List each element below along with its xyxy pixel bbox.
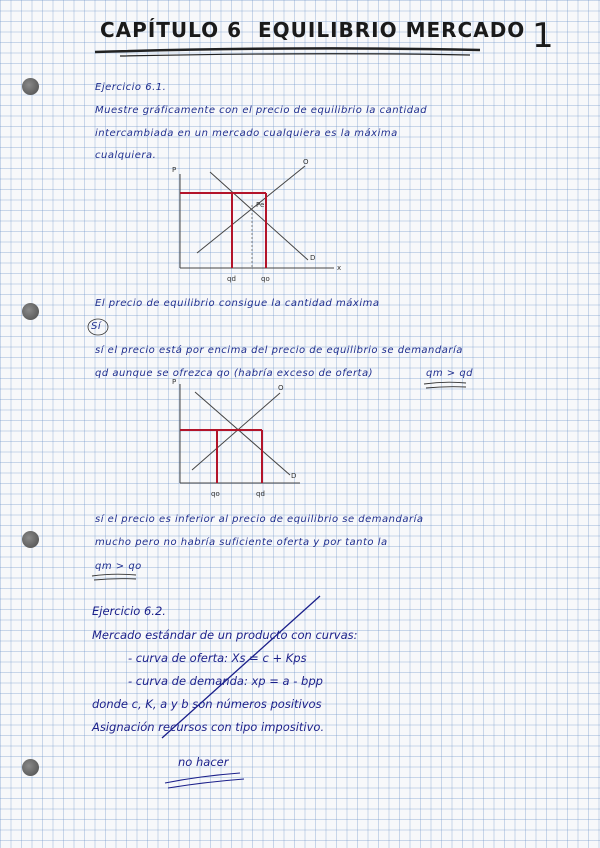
exercise-2-note: no hacer bbox=[178, 755, 229, 769]
chapter-title: CAPÍTULO 6 bbox=[100, 18, 243, 42]
graph-2-q-right: qd bbox=[256, 490, 265, 498]
answer-2-line: sí el precio es inferior al precio de equilibrio se demandaría bbox=[95, 514, 424, 525]
exercise-2-title: Ejercicio 6.2. bbox=[92, 604, 166, 618]
answer-line: sí el precio está por encima del precio de equilibrio se demandaría bbox=[95, 345, 463, 356]
answer-2-result: qm > qo bbox=[95, 561, 142, 572]
exercise-1-title: Ejercicio 6.1. bbox=[95, 82, 167, 93]
exercise-2-line: - curva de oferta: Xs = c + Kps bbox=[128, 651, 307, 665]
graph-1-axis-x: x bbox=[337, 264, 342, 272]
page-number: 1 bbox=[532, 16, 554, 56]
graph-1-q-right: qo bbox=[261, 275, 270, 283]
exercise-2-line: donde c, K, a y b son números positivos bbox=[92, 697, 322, 711]
graph-1-q-left: qd bbox=[227, 275, 236, 283]
exercise-2-line: Asignación recursos con tipo impositivo. bbox=[92, 720, 325, 734]
graph-1-equilibrium-label: Pe bbox=[256, 201, 265, 209]
answer-2-line: mucho pero no habría suficiente oferta y por tanto la bbox=[95, 537, 388, 548]
answer-line: qd aunque se ofrezca qo (habría exceso de oferta) bbox=[95, 368, 374, 379]
graph-2-supply-label: O bbox=[278, 384, 284, 392]
exercise-2-line: Mercado estándar de un producto con curvas: bbox=[92, 628, 358, 642]
answer-yes: Sí bbox=[91, 321, 102, 332]
exercise-1-line: cualquiera. bbox=[95, 150, 157, 161]
graph-2-q-left: qo bbox=[211, 490, 220, 498]
graph-1-axis-p: P bbox=[172, 166, 177, 174]
graph-1-supply-label: O bbox=[303, 158, 309, 166]
answer-line: El precio de equilibrio consigue la cantidad máxima bbox=[95, 298, 380, 309]
topic-title: EQUILIBRIO MERCADO bbox=[258, 18, 526, 42]
exercise-1-line: intercambiada en un mercado cualquiera es la máxima bbox=[95, 128, 398, 139]
exercise-1-line: Muestre gráficamente con el precio de equilibrio la cantidad bbox=[95, 105, 428, 116]
exercise-2-line: - curva de demanda: xp = a - bpp bbox=[128, 674, 323, 688]
graph-2-axis-p: P bbox=[172, 378, 177, 386]
graph-2-demand-label: D bbox=[291, 472, 297, 480]
answer-result: qm > qd bbox=[426, 368, 474, 379]
graph-1-demand-label: D bbox=[310, 254, 316, 262]
